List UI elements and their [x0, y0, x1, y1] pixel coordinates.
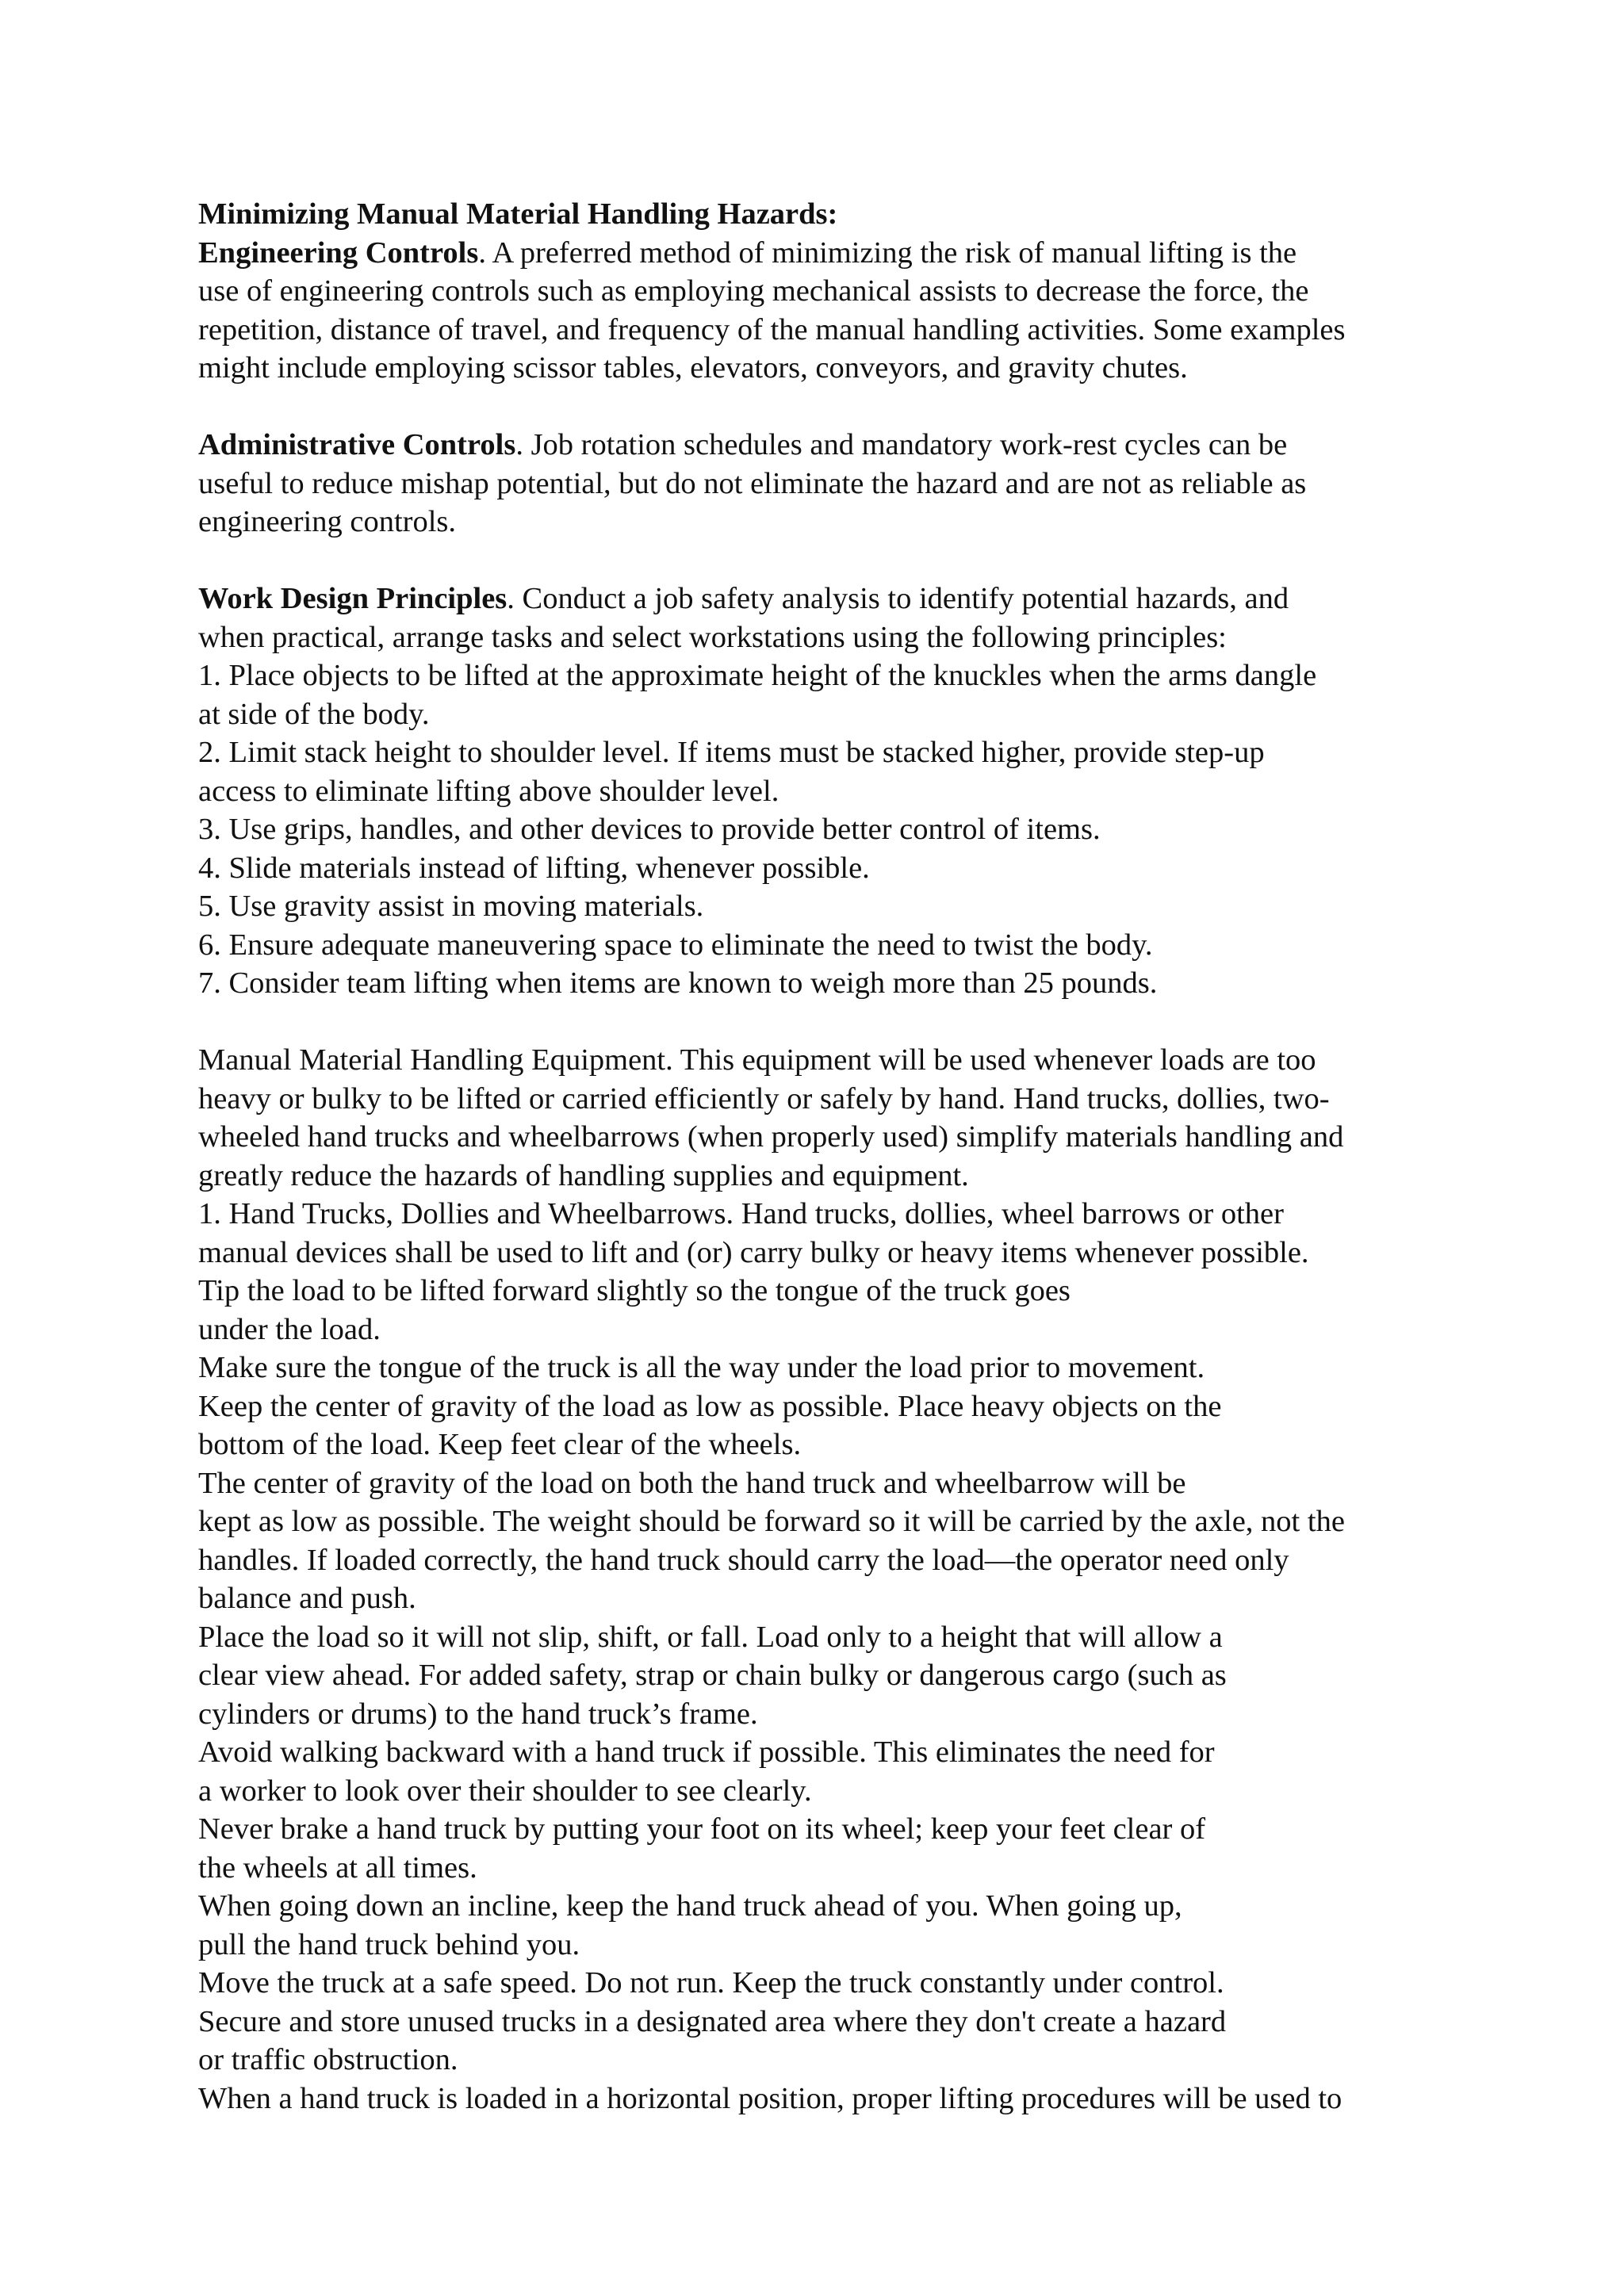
paragraph-line: pull the hand truck behind you. [198, 1927, 580, 1961]
paragraph-line: Keep the center of gravity of the load as low as possible. Place heavy objects on the [198, 1389, 1222, 1423]
paragraph-line: useful to reduce mishap potential, but do not eliminate the hazard and are not as reliable as [198, 466, 1307, 500]
list-item: 1. Place objects to be lifted at the approximate height of the knuckles when the arms dangle [198, 659, 1317, 692]
paragraph-line: the wheels at all times. [198, 1850, 477, 1885]
paragraph-line: might include employing scissor tables, elevators, conveyors, and gravity chutes. [198, 351, 1188, 385]
paragraph-line: cylinders or drums) to the hand truck’s frame. [198, 1697, 758, 1731]
paragraph-line: Avoid walking backward with a hand truck if possible. This eliminates the need for [198, 1735, 1215, 1769]
paragraph-line: when practical, arrange tasks and select workstations using the following principles: [198, 620, 1227, 654]
paragraph-line: manual devices shall be used to lift and (or) carry bulky or heavy items whenever possible. [198, 1235, 1309, 1269]
paragraph-spacer [198, 1003, 1451, 1042]
list-item: 2. Limit stack height to shoulder level. If items must be stacked higher, provide step-up [198, 736, 1265, 769]
list-item: 6. Ensure adequate maneuvering space to eliminate the need to twist the body. [198, 928, 1153, 962]
work-design-principles-label: Work Design Principles [198, 582, 508, 615]
administrative-controls-paragraph [198, 426, 1451, 541]
paragraph-line: repetition, distance of travel, and frequency of the manual handling activities. Some examples [198, 312, 1346, 346]
paragraph-line: kept as low as possible. The weight should be forward so it will be carried by the axle, not the [198, 1505, 1345, 1538]
paragraph-line: 1. Hand Trucks, Dollies and Wheelbarrows. Hand trucks, dollies, wheel barrows or other [198, 1197, 1284, 1230]
paragraph-line: or traffic obstruction. [198, 2043, 458, 2076]
paragraph-line: balance and push. [198, 1582, 416, 1615]
paragraph-line: When going down an incline, keep the hand truck ahead of you. When going up, [198, 1889, 1182, 1923]
paragraph-line: use of engineering controls such as employing mechanical assists to decrease the force, the [198, 274, 1309, 308]
paragraph-text: . Job rotation schedules and mandatory work-rest cycles can be [515, 428, 1288, 461]
paragraph-line: Secure and store unused trucks in a designated area where they don't create a hazard [198, 2004, 1227, 2038]
paragraph-line: handles. If loaded correctly, the hand truck should carry the load—the operator need only [198, 1543, 1289, 1577]
paragraph-line: Move the truck at a safe speed. Do not run. Keep the truck constantly under control. [198, 1966, 1224, 1999]
paragraph-line: The center of gravity of the load on both the hand truck and wheelbarrow will be [198, 1466, 1186, 1500]
paragraph-line: heavy or bulky to be lifted or carried efficiently or safely by hand. Hand trucks, dollies, two- [198, 1081, 1330, 1115]
document-heading: Minimizing Manual Material Handling Hazards: [198, 197, 838, 231]
paragraph-line: Never brake a hand truck by putting your foot on its wheel; keep your feet clear of [198, 1812, 1206, 1846]
handling-equipment-paragraph [198, 1041, 1451, 2118]
administrative-controls-label: Administrative Controls [198, 428, 516, 461]
list-item-continued: at side of the body. [198, 697, 430, 731]
paragraph-spacer [198, 388, 1451, 427]
list-item: 7. Consider team lifting when items are known to weigh more than 25 pounds. [198, 966, 1158, 1000]
paragraph-line: When a hand truck is loaded in a horizontal position, proper lifting procedures will be used to [198, 2081, 1342, 2115]
paragraph-line: a worker to look over their shoulder to see clearly. [198, 1774, 812, 1808]
engineering-controls-paragraph [198, 234, 1451, 388]
paragraph-line: greatly reduce the hazards of handling supplies and equipment. [198, 1158, 969, 1192]
engineering-controls-label: Engineering Controls [198, 235, 479, 270]
paragraph-line: engineering controls. [198, 505, 457, 538]
paragraph-first-line [198, 426, 1451, 465]
document-page [198, 195, 1451, 2118]
paragraph-text: . A preferred method of minimizing the risk of manual lifting is the [478, 235, 1297, 270]
paragraph-first-line [198, 234, 1451, 273]
paragraph-line: Place the load so it will not slip, shift, or fall. Load only to a height that will allow a [198, 1620, 1223, 1654]
work-design-principles-paragraph [198, 580, 1451, 1003]
paragraph-line: Tip the load to be lifted forward slightly so the tongue of the truck goes [198, 1274, 1071, 1307]
paragraph-line: wheeled hand trucks and wheelbarrows (when properly used) simplify materials handling and [198, 1120, 1344, 1154]
list-item: 3. Use grips, handles, and other devices to provide better control of items. [198, 813, 1101, 846]
list-item: 4. Slide materials instead of lifting, whenever possible. [198, 851, 870, 885]
paragraph-line: clear view ahead. For added safety, strap or chain bulky or dangerous cargo (such as [198, 1659, 1227, 1692]
list-item-continued: access to eliminate lifting above shoulder level. [198, 774, 779, 808]
paragraph-text: . Conduct a job safety analysis to identify potential hazards, and [507, 582, 1289, 615]
list-item: 5. Use gravity assist in moving materials. [198, 890, 704, 923]
paragraph-line: Manual Material Handling Equipment. This equipment will be used whenever loads are too [198, 1043, 1316, 1077]
paragraph-line: bottom of the load. Keep feet clear of the wheels. [198, 1428, 802, 1461]
paragraph-first-line [198, 580, 1451, 618]
paragraph-line: Make sure the tongue of the truck is all the way under the load prior to movement. [198, 1351, 1205, 1384]
paragraph-line: under the load. [198, 1312, 381, 1346]
paragraph-spacer [198, 541, 1451, 580]
